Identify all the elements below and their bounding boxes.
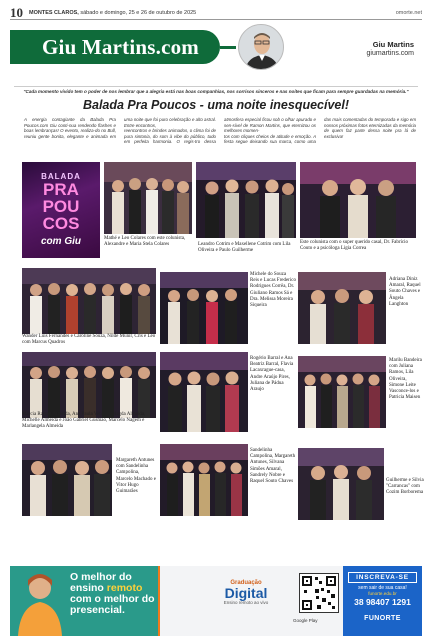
ad-store-label[interactable]: Google Play	[293, 618, 318, 623]
photo-caption-8: Rogério Barral e Ana Beatriz Barral, Flavia Lacaxrague-casa, Andre Araújo Pires, Juliana de Pádua Araujo	[250, 356, 294, 393]
photo-caption-3: Este colunista com o super querido casal, Dr. Fabrício Couto e a psicóloga Ligia Correa	[300, 240, 409, 252]
article-headline: Balada Pra Poucos - uma noite inesquecível!	[82, 98, 350, 112]
event-photo-12	[298, 448, 384, 520]
ad-headline	[70, 572, 160, 616]
event-photo-7	[22, 352, 156, 418]
logo-line-4: COS	[42, 214, 80, 233]
event-photo-4	[22, 268, 156, 334]
ad-brand	[208, 580, 284, 605]
ad-brand-line-2: Digital	[224, 585, 268, 601]
author-site[interactable]: giumartins.com	[366, 50, 414, 57]
event-photo-5	[160, 272, 248, 344]
photo-caption-10: Margareth Antunes com Sandelinha Campolina, Marcelo Machado e Vitor Hugo Guimarães	[116, 458, 156, 495]
ad-cta-phone[interactable]: 38 98407 1291	[354, 597, 411, 607]
photo-caption-5: Michele do Souza Reis e Lucas Frederico Rodrigues Corrêa, Dr. Giuliano Ramos Sá e Dra. Melissa Moreira Siqueira	[250, 272, 296, 309]
event-photo-2	[196, 162, 296, 238]
column-title: Giu Martins.com	[42, 35, 199, 59]
ad-call-to-action[interactable]	[343, 572, 422, 622]
ad-cta-button[interactable]: INSCREVA-SE	[348, 572, 417, 583]
ad-student-figure	[10, 566, 70, 636]
photo-caption-1: Mathé e Leo Colares com este colunista, Alexandre e Maria Stela Colares	[104, 236, 186, 248]
author-portrait	[238, 24, 284, 70]
article-paragraph: reencontros e brindes animados, o clima foi de pura sintonia, do som à vibe do público, tudo em perfeita harmonia. O regis-tro dessa atmosfera especial ficou sob o olhar apurado e sen-sível de Ramon Martins, que eternizou os melhores momen-	[124, 117, 316, 145]
photo-caption-9: Marilu Bandeira com Juliana Ramos, Lila Oliveira, Simone Leite Vasconce-los e Patricia Maisen	[389, 358, 422, 401]
event-photo-6	[298, 272, 386, 344]
photo-caption-2: Leandro Cotrim e Maxellene Cotrim com Lila Oliveira e Paulo Guilherme	[198, 242, 291, 254]
ad-cta-subline: sem sair de sua casa!	[358, 585, 407, 591]
photo-caption-12: Guilherme e Silvia "Carrancas" com Cozim Borborema	[386, 478, 424, 496]
column-banner-stripe	[220, 46, 236, 49]
masthead	[10, 6, 422, 20]
article-paragraph: tos com cliques cheios de atitude e emoção. A festa segue deixando sua marca, como uma das mais comentadas do temporada e sigo em nossos próximas fotos eternizadas da memória de quem faz parte dessa noite pra lá de exclusiva!	[224, 117, 417, 145]
photo-caption-4: Wander Luis Fernandes e Caroline Souza, Nilde Munir, Cris e Léo com Marcus Quadros	[22, 334, 156, 346]
article-paragraph: A energia contagiante da Balada Pra Poucos.com Giu conti-nua rendendo flashes e boas lembranças! O evento, realiza-do no Bull, reuniu gente bonita, elegante e animada em uma noite que foi puro celebração e alto astral. Entre encontros,	[24, 117, 216, 139]
event-photo-3	[300, 162, 416, 238]
event-logo-image	[22, 162, 100, 258]
event-photo-11	[160, 444, 248, 516]
column-banner	[10, 24, 422, 72]
ad-headline-highlight: remoto	[106, 582, 143, 594]
article-body	[24, 117, 416, 153]
logo-line-1: BALADA	[41, 172, 81, 181]
ad-brand-line-1: Graduação	[230, 580, 262, 586]
photo-caption-7: Márcia Raquel Almeida, Ana Paula Veranto, Magda Almeida, Michelle Almeida e João Gabriel Gusmão, Marcelo Nagem e Marlangela Almeida	[22, 412, 146, 430]
photo-caption-11: Sandelinha Campolina, Margareth Antunes, Silvana Simões Amaral, Sandrely Nobre e Raquel Souto Chaves	[250, 448, 296, 485]
page-number: 10	[10, 4, 23, 20]
author-name: Giu Martins	[372, 40, 414, 49]
logo-line-3: POU	[42, 197, 80, 216]
ad-banner[interactable]	[10, 566, 422, 636]
column-quote: "Cada momento vivido tem o poder de nos lembrar que a alegria está nas boas companhias, nos sorrisos sinceros e nas noites que ficam para sempre guardadas na memória."	[14, 86, 418, 94]
issue-city: MONTES CLAROS,	[29, 9, 79, 16]
event-photo-1	[104, 162, 192, 234]
ad-left-panel	[10, 566, 158, 636]
ad-brand-line-3: Ensino remoto ao vivo	[223, 600, 269, 605]
event-photo-8	[160, 352, 248, 432]
ad-brand-logo: FUNORTE	[364, 615, 401, 622]
event-photo-9	[298, 356, 386, 428]
photo-caption-6: Adriana Diniz Amaral, Raquel Souto Chaves e Ângela Langhton	[389, 277, 421, 307]
ad-cta-website[interactable]: funorte.edu.br	[368, 591, 397, 596]
site-url[interactable]: omorte.net	[395, 9, 422, 16]
event-photo-10	[22, 444, 112, 516]
issue-info	[29, 10, 196, 16]
ad-headline-part-2: com o melhor do presencial.	[70, 593, 155, 616]
logo-line-2: PRA	[43, 180, 79, 199]
author-block	[367, 40, 414, 58]
logo-line-5: com Giu	[40, 236, 81, 247]
issue-date: sábado e domingo, 25 e 26 de outubro de 2025	[80, 9, 197, 16]
ad-headline-part-1: O melhor do ensino	[70, 571, 132, 594]
qr-code-icon[interactable]	[299, 573, 339, 613]
